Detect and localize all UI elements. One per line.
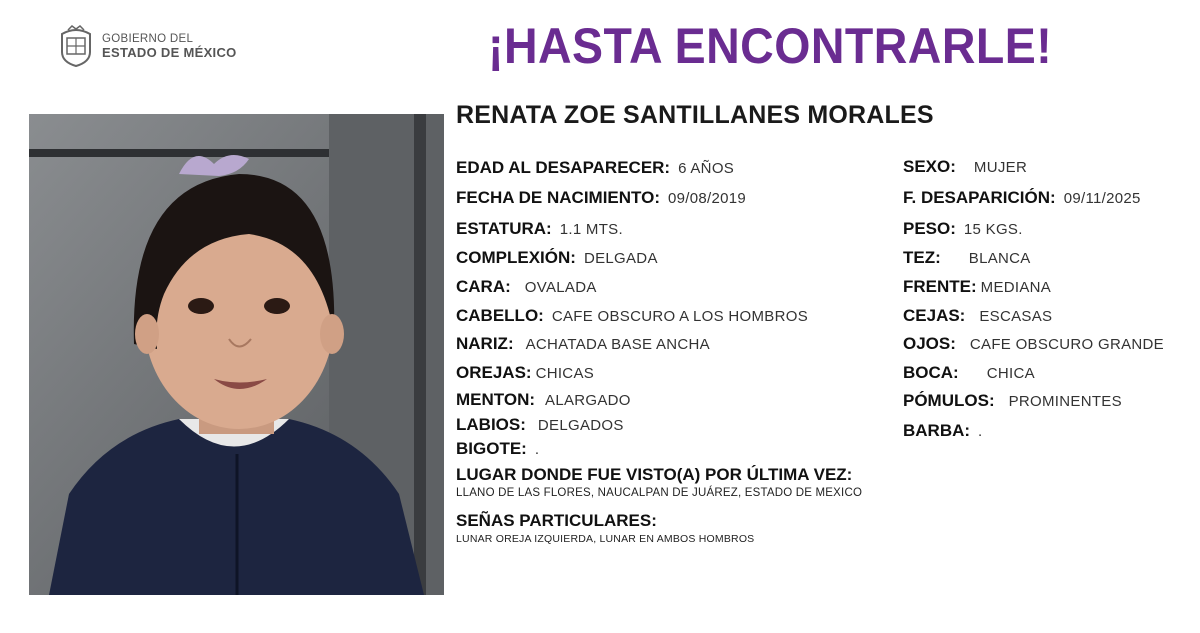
field-cara [456,277,597,298]
field-nariz [456,334,710,355]
particular-marks-label: SEÑAS PARTICULARES: [456,511,657,530]
field-value: MUJER [973,159,1028,176]
field-fecha-nacimiento [456,188,746,209]
field-bigote [456,439,539,460]
last-seen-label: LUGAR DONDE FUE VISTO(A) POR ÚLTIMA VEZ: [456,465,853,484]
field-label: FECHA DE NACIMIENTO: [456,188,660,207]
field-value: ALARGADO [545,392,631,409]
field-ojos [903,334,1164,355]
last-seen-value: LLANO DE LAS FLORES, NAUCALPAN DE JUÁREZ, ESTADO DE MEXICO [456,487,863,499]
field-cabello [456,306,808,327]
field-sexo [903,157,1027,178]
field-label: EDAD AL DESAPARECER: [456,158,671,177]
field-estatura [456,219,623,240]
field-barba [903,421,983,442]
field-label: CABELLO: [456,306,544,325]
field-label: OREJAS: [456,363,532,382]
state-coat-of-arms-icon [58,24,94,68]
field-value: CHICA [986,365,1035,382]
field-value: CHICAS [535,365,595,382]
field-label: LABIOS: [456,415,526,434]
field-value: ACHATADA BASE ANCHA [525,336,710,353]
field-label: COMPLEXIÓN: [456,248,576,267]
field-value: BLANCA [968,250,1031,267]
field-label: PESO: [903,219,956,238]
field-label: TEZ: [903,248,941,267]
field-label: BOCA: [903,363,959,382]
field-edad [456,158,734,179]
field-menton [456,390,631,411]
field-value: CAFE OBSCURO GRANDE [969,336,1164,353]
field-label: SEXO: [903,157,956,176]
field-tez [903,248,1031,269]
headline: ¡HASTA ENCONTRARLE! [488,18,1053,74]
field-label: FRENTE: [903,277,977,296]
field-value: 09/11/2025 [1063,190,1141,207]
particular-marks-value: LUNAR OREJA IZQUIERDA, LUNAR EN AMBOS HOMBROS [456,533,755,545]
field-value: . [978,423,983,440]
field-value: 15 KGS. [963,221,1023,238]
state-logo [58,24,237,68]
portrait-illustration [29,114,444,595]
field-value: DELGADOS [537,417,624,434]
field-peso [903,219,1023,240]
field-value: DELGADA [583,250,658,267]
field-label: CARA: [456,277,511,296]
field-value: MEDIANA [980,279,1052,296]
field-value: 1.1 MTS. [559,221,623,238]
field-label: PÓMULOS: [903,391,995,410]
field-label: BIGOTE: [456,439,527,458]
field-label: CEJAS: [903,306,966,325]
field-label: ESTATURA: [456,219,552,238]
field-value: 09/08/2019 [668,190,747,207]
field-label: MENTON: [456,390,536,409]
field-value: CAFE OBSCURO A LOS HOMBROS [551,308,809,325]
field-value: ESCASAS [979,308,1053,325]
field-labios [456,415,624,436]
field-pomulos [903,391,1122,412]
person-name: RENATA ZOE SANTILLANES MORALES [456,101,934,129]
logo-line-1: GOBIERNO DEL [102,33,194,45]
field-label: OJOS: [903,334,956,353]
field-complexion [456,248,658,269]
field-label: F. DESAPARICIÓN: [903,188,1056,207]
missing-person-photo [29,114,444,595]
field-frente [903,277,1051,298]
field-orejas [456,363,594,384]
field-label: BARBA: [903,421,971,440]
field-boca [903,363,1035,384]
field-value: PROMINENTES [1008,393,1122,410]
field-f-desaparicion [903,188,1141,209]
field-value: 6 AÑOS [678,160,735,177]
field-value: OVALADA [524,279,597,296]
field-value: . [534,441,540,458]
logo-line-2: ESTADO DE MÉXICO [102,45,237,60]
field-cejas [903,306,1052,327]
field-label: NARIZ: [456,334,514,353]
